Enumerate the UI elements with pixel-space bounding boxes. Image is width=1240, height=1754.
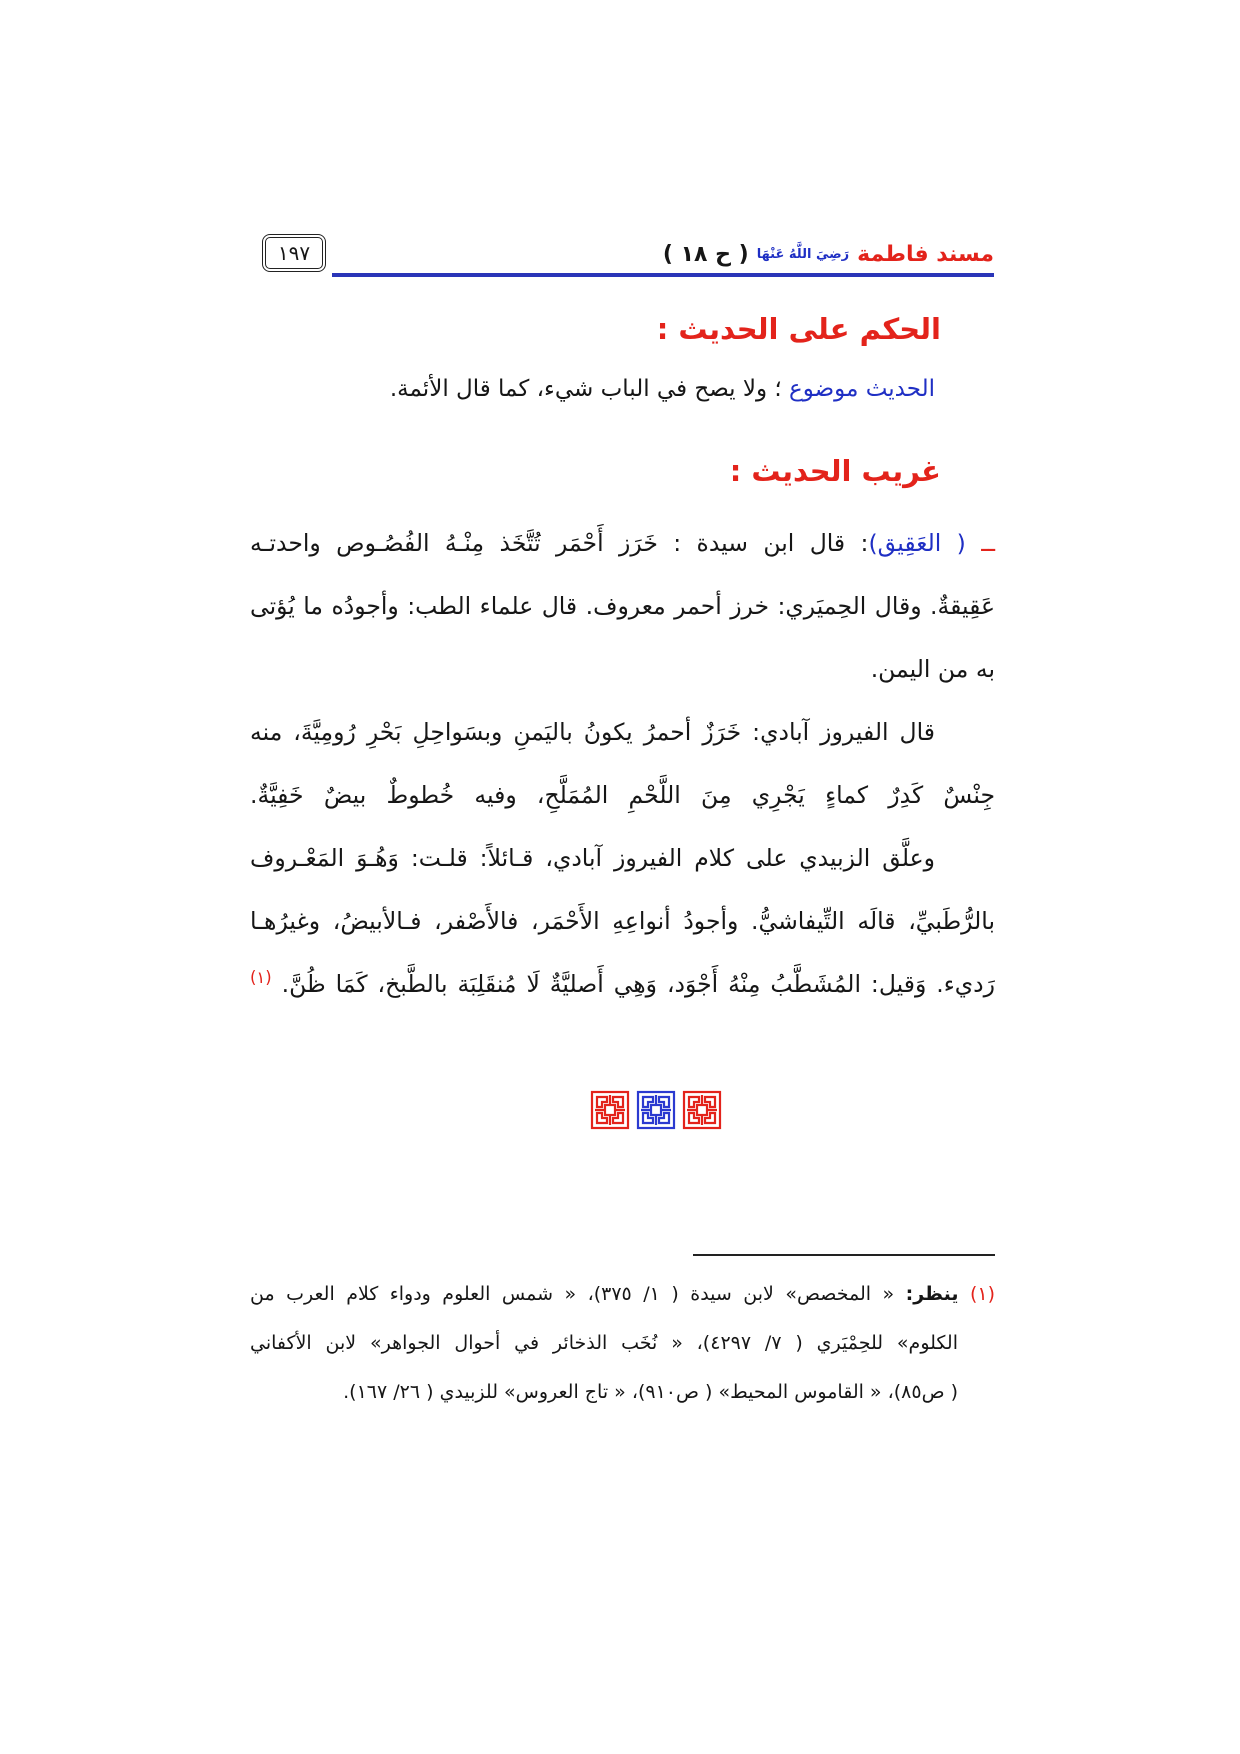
hadith-reference: ( ح ١٨ ) [662,241,749,267]
entry-dash: ــ [981,529,995,557]
text-line [250,512,995,575]
body-text [250,512,995,1016]
text-line: به من اليمن. [870,655,995,683]
book-title: مسند فاطمة [857,241,994,267]
knot-ornament-icon [636,1090,676,1130]
footnote-line-text: « المخصص» لابن سيدة ( ١/ ٣٧٥)، « شمس العلوم ودواء كلام العرب من [250,1283,895,1305]
ruling-rest: ؛ ولا يصح في الباب شيء، كما قال الأئمة. [389,376,790,402]
footnote-reference: (١) [250,968,272,988]
paragraph-firuzabadi [250,701,995,827]
text-line [250,953,995,1016]
text-line: وعلَّق الزبيدي على كلام الفيروز آبادي، قـائلاً: قلـت: وَهُـوَ المَعْـروف [250,844,935,872]
footnote-line: ( ص٨٥)، « القاموس المحيط» ( ص٩١٠)، « تاج العروس» للزبيدي ( ٢٦/ ١٦٧). [343,1381,958,1403]
text-line: بالرُّطَبيِّ، قالَه التِّيفاشيُّ. وأجودُ أنواعِهِ الأَحْمَر، فالأَصْفر، فـالأبيضُ، وغيرُهـا [250,907,995,935]
paragraph-zabidi [250,827,995,1016]
entry-line-text: : قال ابن سيدة : خَرَز أَحْمَر تُتَّخَذ مِنْـهُ الفُصُـوص واحدتـه [250,529,869,557]
footnote-label: ينظر: [905,1283,959,1305]
honorific-calligraphy: رَضِيَ اللَّهُ عَنْهَا [756,246,850,262]
knot-ornament-icon [590,1090,630,1130]
footnote-separator [693,1254,995,1256]
verdict: الحديث موضوع [789,376,935,402]
text-line: قال الفيروز آبادي: خَرَزٌ أحمرُ يكونُ باليَمنِ وبسَواحِلِ بَحْرِ رُومِيَّةَ، منه [250,718,935,746]
footnotes [250,1270,995,1417]
section-end-ornament [590,1090,722,1130]
knot-ornament-icon [682,1090,722,1130]
footnote-line: الكلوم» للحِمْيَري ( ٧/ ٤٢٩٧)، « نُخَب الذخائر في أحوال الجواهر» لابن الأكفاني [250,1332,958,1354]
text-line: جِنْسٌ كَدِرٌ كماءٍ يَجْرِي مِنَ اللَّحْمِ المُمَلَّحِ، وفيه خُطوطٌ بيضٌ خَفِيَّةٌ. [250,781,995,809]
page-number [262,234,326,272]
ruling-text [390,369,935,409]
footnote-marker: (١) [969,1283,996,1305]
paragraph-aqiq [250,512,995,701]
text-line-content: رَديء. وَقيل: المُشَطَّبُ مِنْهُ أَجْوَد، وَهِي أَصليَّةٌ لَا مُنقَلِبَة بالطَّبخ، كَمَا ظُنَّ. [281,970,995,998]
section-heading-ruling: الحكم على الحديث : [656,312,941,346]
page-number-text: ١٩٧ [277,241,311,265]
text-line: عَقِيقةٌ. وقال الحِميَري: خرز أحمر معروف. قال علماء الطب: وأجودُه ما يُؤتى [250,592,995,620]
entry-term: ( العَقِيق) [868,529,966,557]
running-header [663,236,994,272]
footnote-line [250,1270,995,1319]
section-heading-gharib: غريب الحديث : [729,454,941,488]
header-rule [332,273,994,277]
